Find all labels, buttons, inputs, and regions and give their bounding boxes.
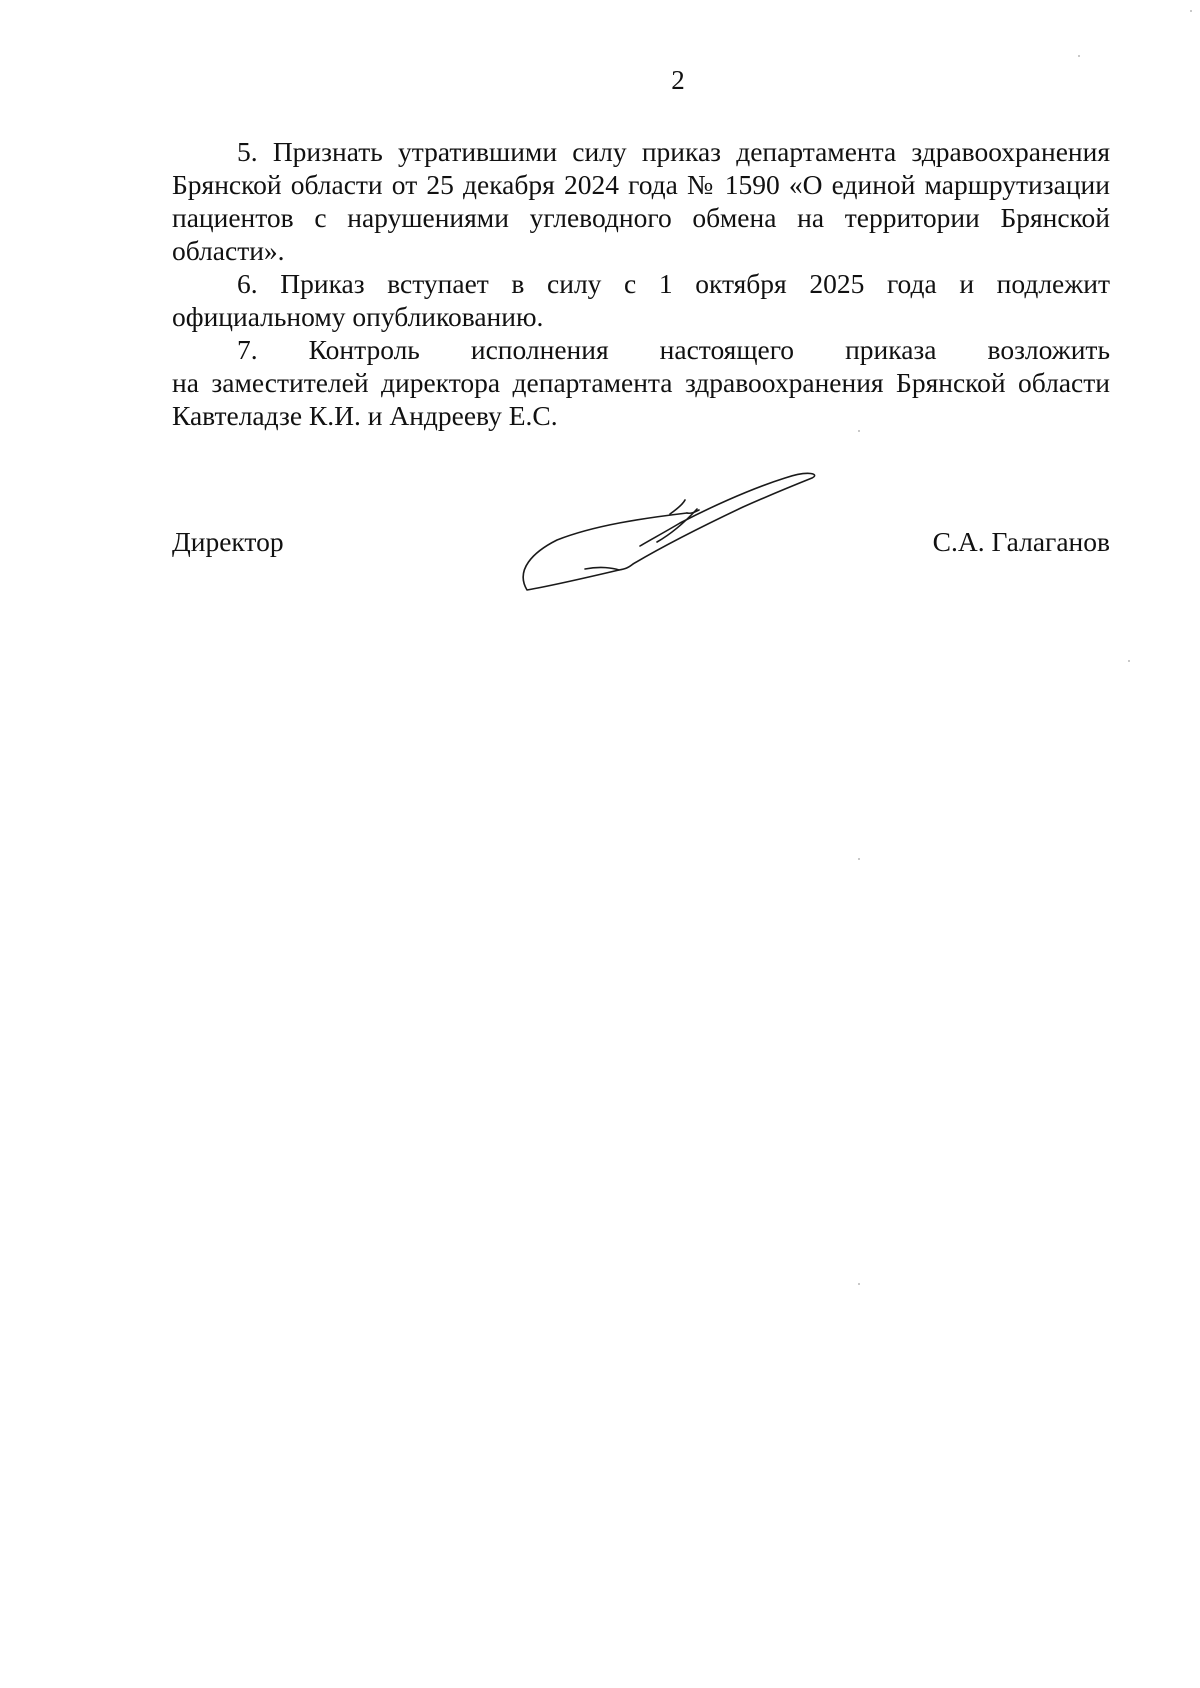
paragraph-line: на заместителей директора департамента здравоохранения Брянской области [172,367,1110,398]
paragraph-line: 6. Приказ вступает в силу с 1 октября 2025 года и подлежит [237,268,1110,299]
scan-speck [858,1283,860,1285]
paragraph-7 [172,333,1110,432]
signatory-position: Директор [172,526,284,557]
paragraph-line: 7. Контроль исполнения настоящего приказа возложить [237,334,1110,365]
scan-speck [858,430,860,432]
paragraph-line: официальному опубликованию. [172,301,544,332]
scan-speck [1128,660,1130,662]
paragraph-line: пациентов с нарушениями углеводного обмена на территории Брянской [172,202,1110,233]
paragraph-line: 5. Признать утратившими силу приказ департамента здравоохранения [237,136,1110,167]
paragraph-line: области». [172,235,285,266]
scan-speck [1078,55,1080,57]
scan-speck [858,858,860,860]
paragraph-line: Кавтеладзе К.И. и Андрееву Е.С. [172,400,558,431]
signatory-name: С.А. Галаганов [932,526,1110,557]
paragraph-5 [172,135,1110,267]
scan-speck [1190,10,1192,12]
page-number: 2 [671,65,685,95]
paragraph-6 [172,267,1110,333]
handwritten-signature [515,470,875,630]
document-body [172,135,1110,432]
paragraph-line: Брянской области от 25 декабря 2024 года № 1590 «О единой маршрутизации [172,169,1110,200]
